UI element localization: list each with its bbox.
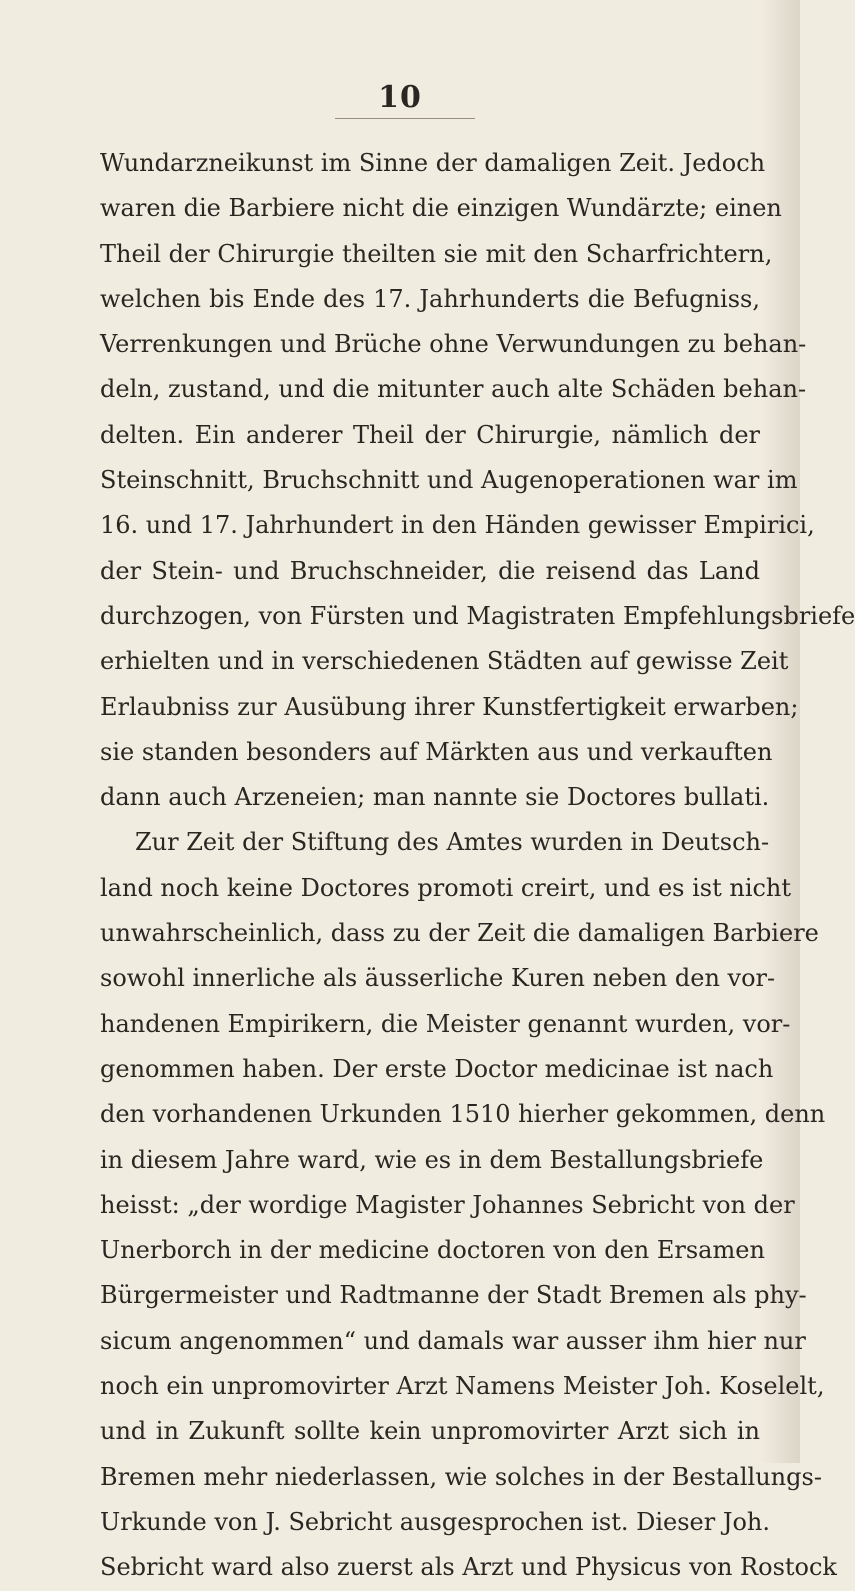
text-line: durchzogen, von Fürsten und Magistraten Empfehlungsbriefe (100, 601, 855, 630)
text-line: Verrenkungen und Brüche ohne Verwundungen zu behan- (100, 330, 807, 359)
body-text (100, 141, 855, 1591)
text-line: Steinschnitt, Bruchschnitt und Augenoperationen war im (100, 466, 798, 495)
text-line: unwahrscheinlich, dass zu der Zeit die damaligen Barbiere (100, 919, 819, 948)
text-line: deln, zustand, und die mitunter auch alte Schäden behan- (100, 375, 807, 404)
text-line: Bremen mehr niederlassen, wie solches in der Bestallungs- (100, 1462, 822, 1491)
text-line: land noch keine Doctores promoti creirt, und es ist nicht (100, 873, 792, 902)
text-line: Sebricht ward also zuerst als Arzt und Physicus von Rostock (100, 1553, 837, 1582)
text-line: genommen haben. Der erste Doctor medicinae ist nach (100, 1054, 774, 1083)
text-line: sicum angenommen“ und damals war ausser ihm hier nur (100, 1326, 806, 1355)
text-line: sowohl innerliche als äusserliche Kuren neben den vor- (100, 964, 776, 993)
text-line: Wundarzneikunst im Sinne der damaligen Zeit. Jedoch (100, 149, 766, 177)
text-line: der Stein- und Bruchschneider, die reisend das Land (100, 556, 760, 585)
text-line: Zur Zeit der Stiftung des Amtes wurden in Deutsch- (135, 828, 770, 857)
text-line: delten. Ein anderer Theil der Chirurgie, nämlich der (100, 420, 760, 449)
header-rule (335, 118, 475, 119)
text-line: Bürgermeister und Radtmanne der Stadt Bremen als phy- (100, 1281, 807, 1310)
text-line: Erlaubniss zur Ausübung ihrer Kunstfertigkeit erwarben; (100, 692, 799, 721)
text-line: handenen Empirikern, die Meister genannt wurden, vor- (100, 1009, 791, 1038)
text-line: sie standen besonders auf Märkten aus und verkauften (100, 737, 773, 766)
text-line: welchen bis Ende des 17. Jahrhunderts die Befugniss, (100, 284, 760, 313)
text-line: Theil der Chirurgie theilten sie mit den Scharfrichtern, (100, 239, 773, 268)
text-line: noch ein unpromovirter Arzt Namens Meister Joh. Koselelt, (100, 1372, 825, 1401)
page-number: 10 (378, 80, 422, 115)
text-line: den vorhandenen Urkunden 1510 hierher gekommen, denn (100, 1100, 826, 1129)
text-line: waren die Barbiere nicht die einzigen Wundärzte; einen (100, 194, 782, 223)
text-line: dann auch Arzeneien; man nannte sie Doctores bullati. (100, 783, 770, 812)
text-line: Unerborch in der medicine doctoren von den Ersamen (100, 1236, 765, 1265)
text-line: heisst: „der wordige Magister Johannes Sebricht von der (100, 1190, 795, 1219)
text-line: und in Zukunft sollte kein unpromovirter Arzt sich in (100, 1417, 760, 1446)
text-line: in diesem Jahre ward, wie es in dem Bestallungsbriefe (100, 1145, 764, 1174)
text-line: 16. und 17. Jahrhundert in den Händen gewisser Empirici, (100, 511, 815, 540)
text-line: Urkunde von J. Sebricht ausgesprochen ist. Dieser Joh. (100, 1507, 771, 1536)
text-line: erhielten und in verschiedenen Städten auf gewisse Zeit (100, 647, 789, 676)
